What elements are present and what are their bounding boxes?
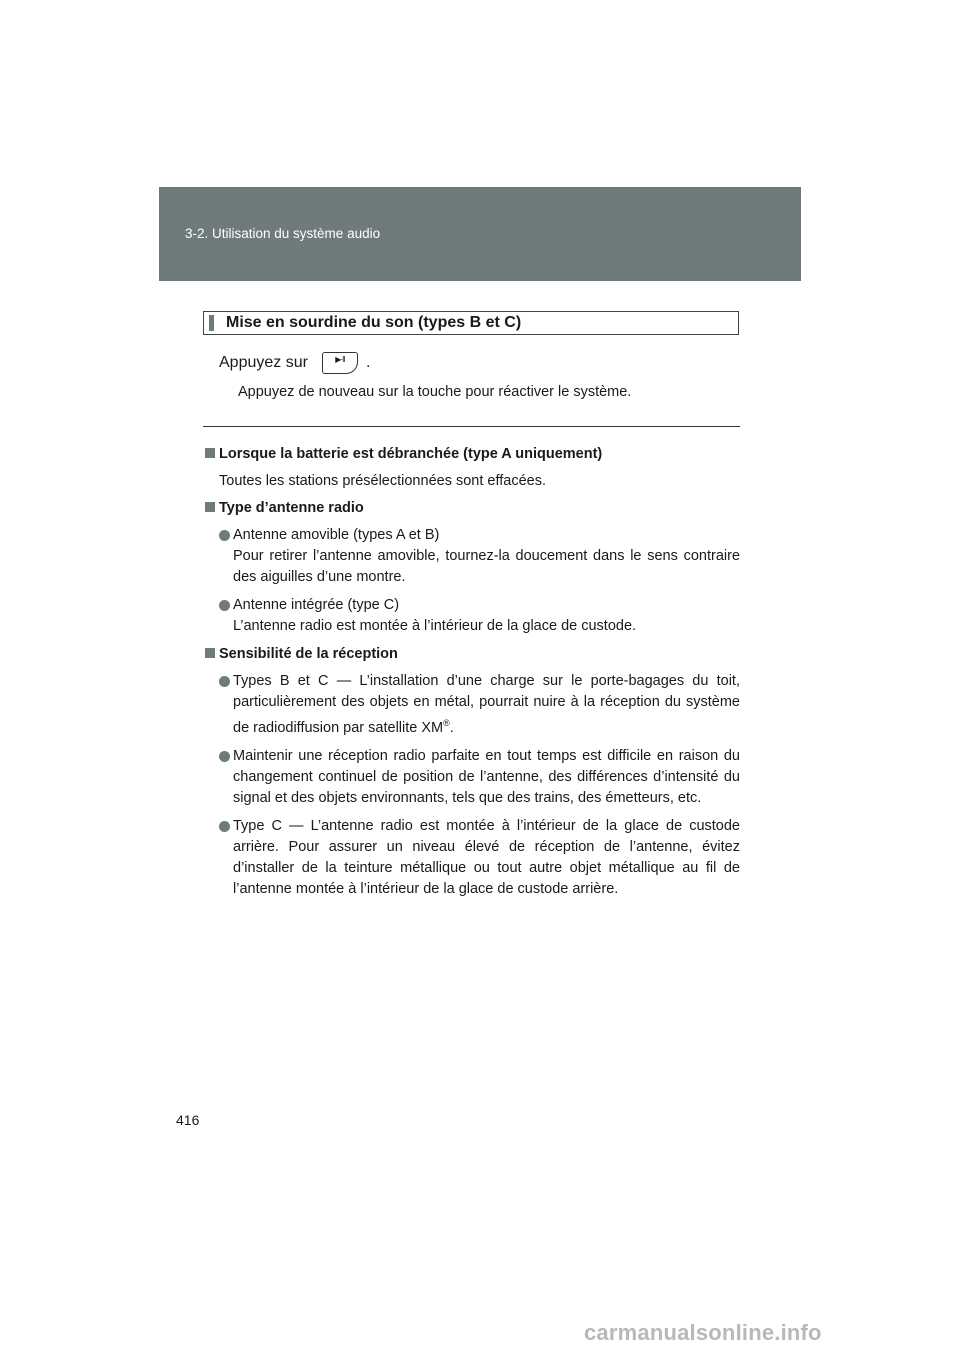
- bullet-text: Pour retirer l’antenne amovible, tournez-la doucement dans le sens contraire des aiguilles d’une montre.: [233, 548, 740, 585]
- info-heading-antenna: [203, 498, 740, 519]
- breadcrumb: 3-2. Utilisation du système audio: [185, 226, 381, 241]
- circle-bullet-icon: [219, 821, 230, 832]
- section-title-box: [203, 311, 739, 335]
- instruction-note: Appuyez de nouveau sur la touche pour réactiver le système.: [238, 384, 632, 400]
- registered-mark: ®: [443, 718, 450, 728]
- play-pause-icon: [322, 352, 358, 374]
- info-section: [203, 444, 740, 907]
- square-bullet-icon: [205, 502, 215, 512]
- info-paragraph: Toutes les stations présélectionnées sont effacées.: [219, 473, 546, 489]
- instruction-line: [219, 352, 370, 374]
- key-glyph: ▶·II: [335, 355, 345, 364]
- instruction-text: Appuyez sur: [219, 354, 308, 371]
- info-heading-battery: [203, 444, 740, 465]
- bullet-item: [203, 746, 740, 809]
- info-heading-text: Lorsque la batterie est débranchée (type A uniquement): [219, 446, 603, 462]
- bullet-text: Types B et C — L’installation d’une charge sur le porte-bagages du toit, particulièrement des objets en métal, pourrait nuire à la réception du système de radiodiffusion par satellite XM: [233, 673, 740, 736]
- bullet-text: L’antenne radio est montée à l’intérieur de la glace de custode.: [233, 618, 637, 634]
- bullet-text-end: .: [449, 719, 454, 736]
- page-number: 416: [176, 1112, 200, 1128]
- chapter-header: [159, 187, 801, 281]
- bullet-text: Type C — L’antenne radio est montée à l’intérieur de la glace de custode arrière. Pour assurer un niveau élevé de réception de l’antenne, évitez d’installer de la teinture métallique ou tout autre objet métallique au fil de l’antenne montée à l’intérieur de la glace de custode arrière.: [233, 817, 740, 897]
- instruction-end: .: [365, 354, 371, 371]
- square-bullet-icon: [205, 448, 215, 458]
- info-heading-text: Type d’antenne radio: [219, 500, 364, 516]
- watermark: carmanualsonline.info: [584, 1320, 822, 1345]
- bullet-item: [203, 671, 740, 739]
- circle-bullet-icon: [219, 676, 230, 687]
- bullet-title: Antenne intégrée (type C): [233, 597, 400, 613]
- circle-bullet-icon: [219, 530, 230, 541]
- divider: [203, 426, 740, 427]
- bullet-item: [203, 816, 740, 900]
- bullet-title: Antenne amovible (types A et B): [233, 527, 440, 543]
- square-bullet-icon: [205, 648, 215, 658]
- bullet-text: Maintenir une réception radio parfaite en tout temps est difficile en raison du changement continuel de position de l’antenne, des différences d’intensité du signal et des objets environnants, tels que des trains, des émetteurs, etc.: [233, 747, 740, 806]
- bullet-item: [203, 525, 740, 588]
- bullet-item: [203, 595, 740, 637]
- info-heading-text: Sensibilité de la réception: [219, 646, 398, 662]
- info-heading-reception: [203, 644, 740, 665]
- section-title-bar: [209, 315, 214, 331]
- circle-bullet-icon: [219, 600, 230, 611]
- circle-bullet-icon: [219, 751, 230, 762]
- section-title: Mise en sourdine du son (types B et C): [226, 314, 522, 331]
